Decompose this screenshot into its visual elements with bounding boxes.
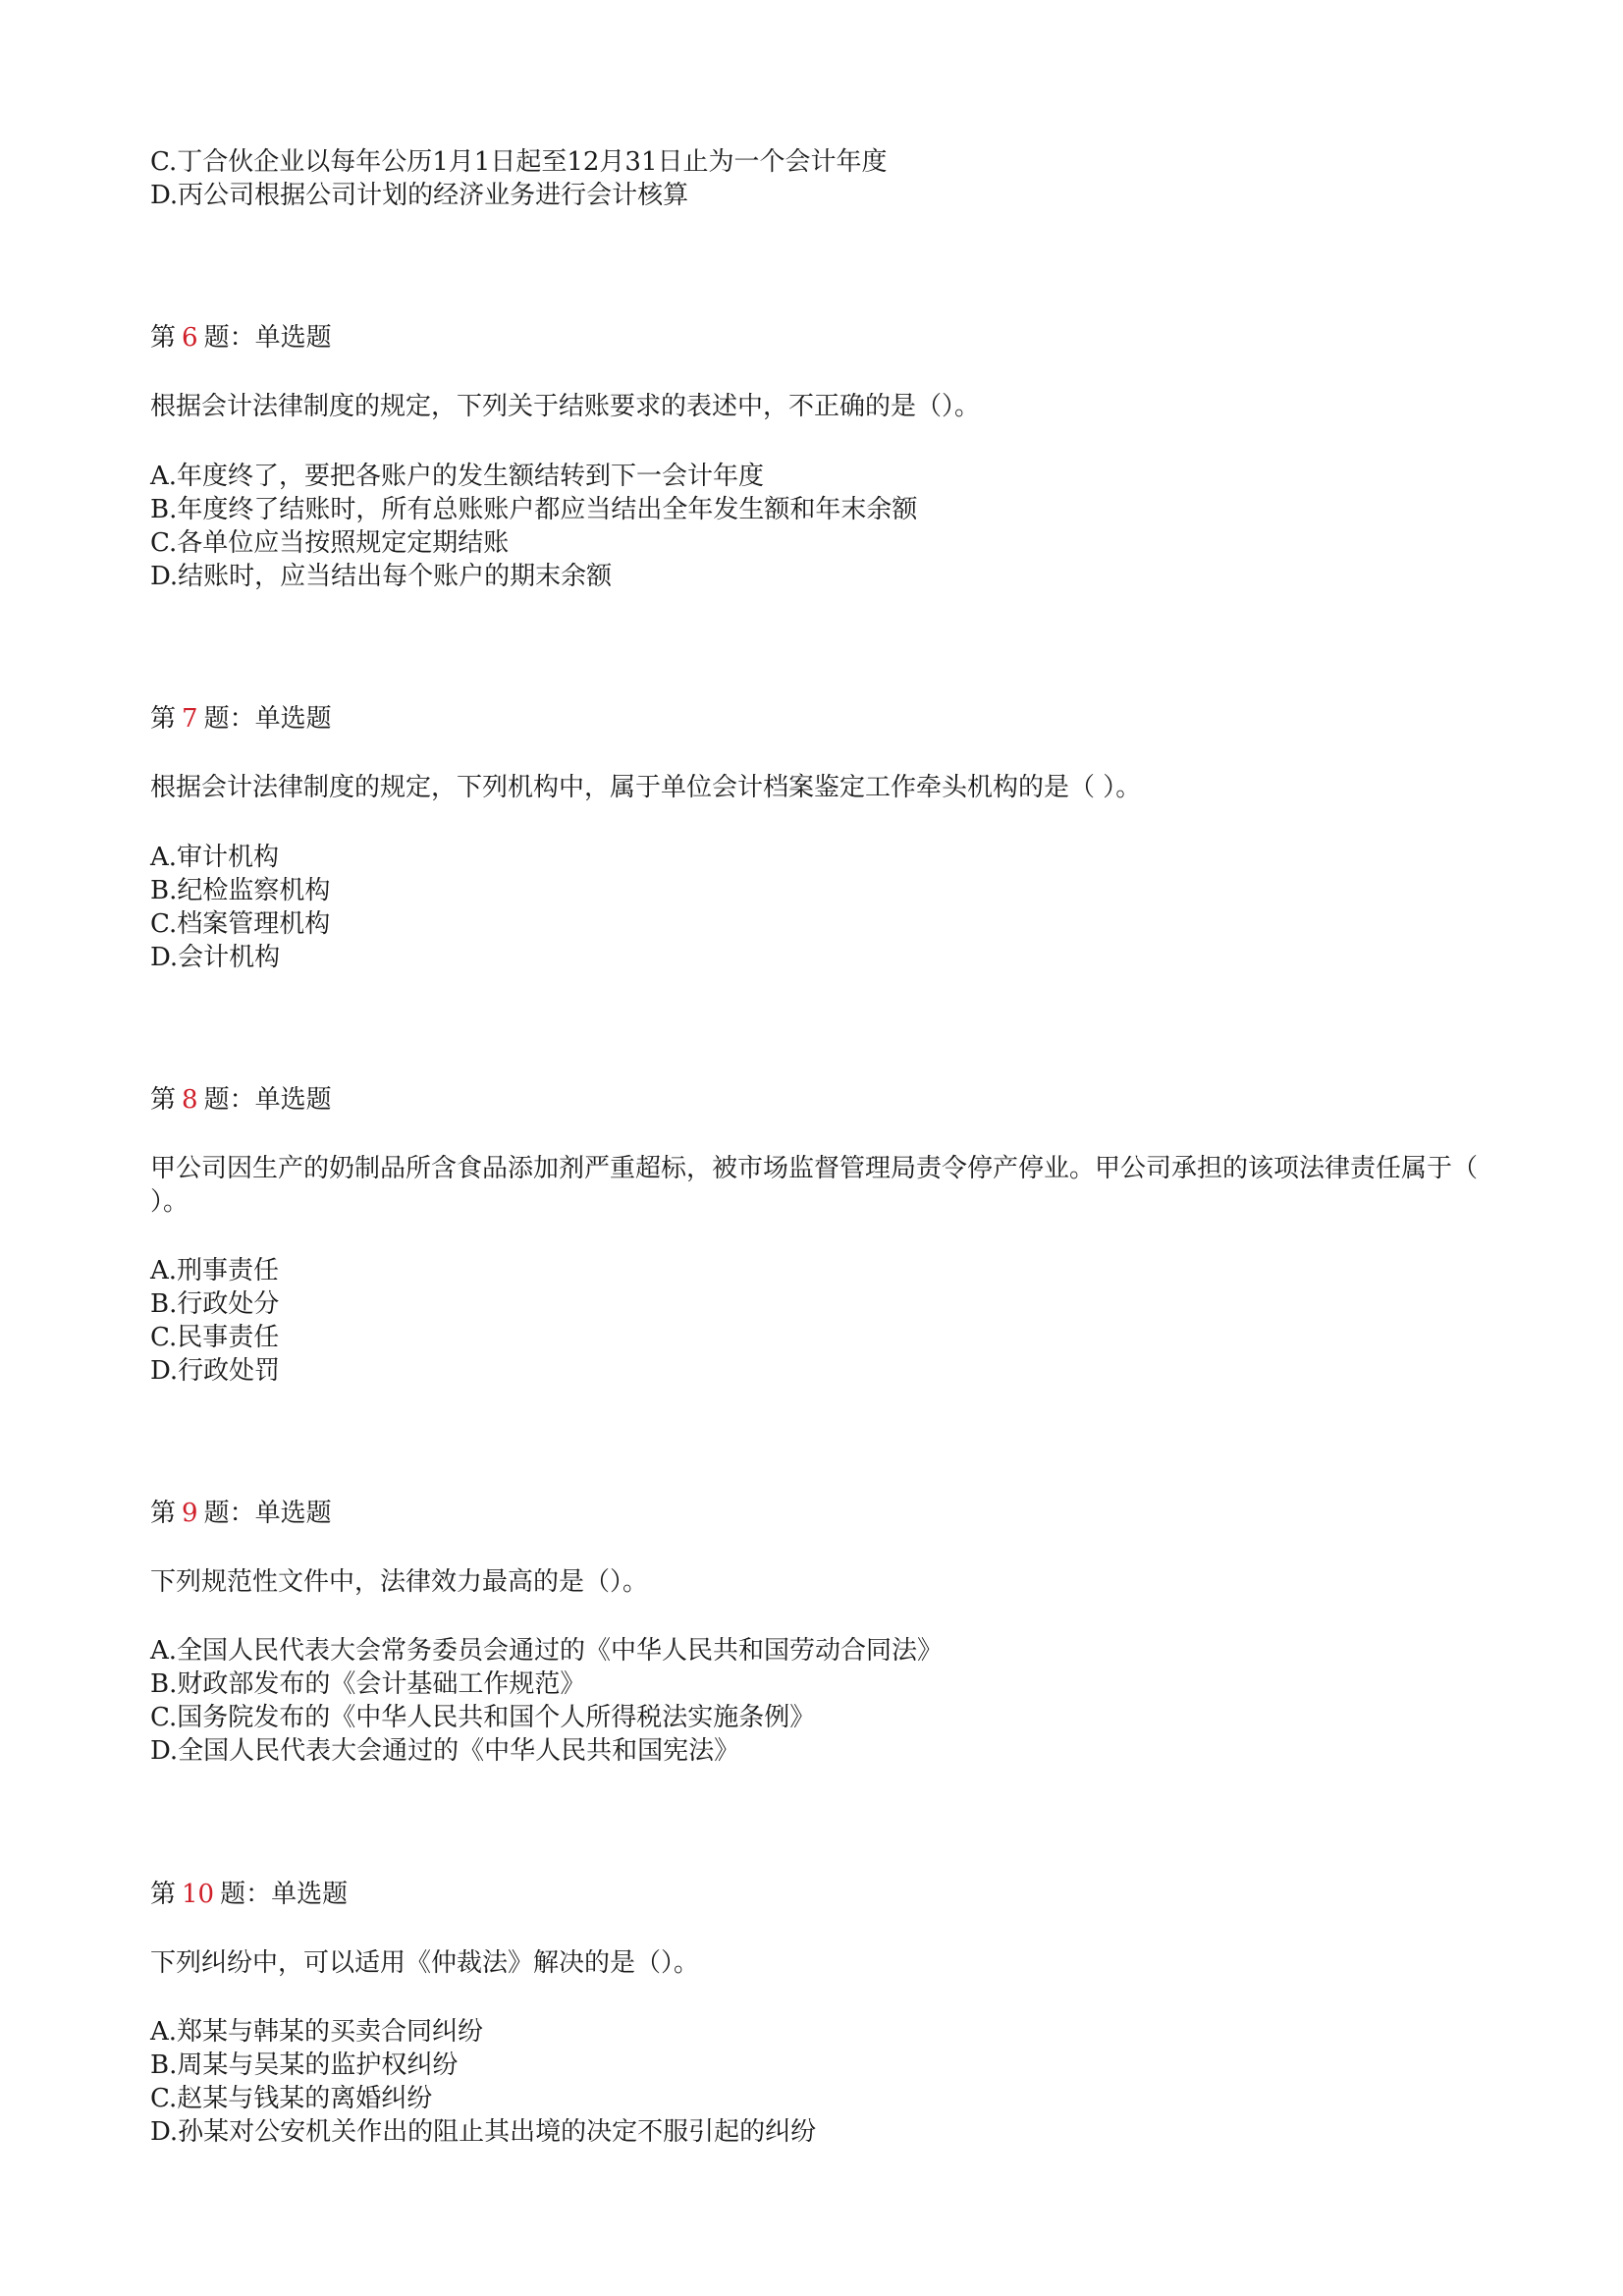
question-number: 10 xyxy=(182,1880,215,1909)
question-type: 题：单选题 xyxy=(203,323,332,353)
option-c: C.国务院发布的《中华人民共和国个人所得税法实施条例》 xyxy=(150,1703,816,1732)
options-6 xyxy=(150,460,1486,593)
question-prefix: 第 xyxy=(150,1880,177,1909)
question-prefix: 第 xyxy=(150,704,177,734)
question-number: 8 xyxy=(182,1085,198,1115)
option-b: B.行政处分 xyxy=(150,1289,280,1319)
question-number: 6 xyxy=(182,323,198,353)
question-stem-9: 下列规范性文件中，法律效力最高的是（）。 xyxy=(150,1567,649,1597)
option-b: B.年度终了结账时，所有总账账户都应当结出全年发生额和年末余额 xyxy=(150,495,918,524)
option-c: C.各单位应当按照规定定期结账 xyxy=(150,528,510,558)
question-number: 9 xyxy=(182,1499,198,1528)
question-header-7 xyxy=(150,702,332,736)
option-d: D.全国人民代表大会通过的《中华人民共和国宪法》 xyxy=(150,1736,740,1766)
option-d: D.结账时，应当结出每个账户的期末余额 xyxy=(150,562,613,591)
options-8 xyxy=(150,1254,1486,1388)
question-stem-8: 甲公司因生产的奶制品所含食品添加剂严重超标，被市场监督管理局责令停产停业。甲公司承担的该项法律责任属于（ ）。 xyxy=(150,1154,1479,1217)
question-type: 题：单选题 xyxy=(203,1085,332,1115)
question-prefix: 第 xyxy=(150,323,177,353)
option-b: B.纪检监察机构 xyxy=(150,876,331,905)
question-header-6 xyxy=(150,321,332,355)
option-c: C.民事责任 xyxy=(150,1323,280,1352)
option-c: C.丁合伙企业以每年公历1月1日起至12月31日止为一个会计年度 xyxy=(150,147,888,177)
option-d: D.行政处罚 xyxy=(150,1356,281,1386)
question-type: 题：单选题 xyxy=(203,704,332,734)
question-header-8 xyxy=(150,1083,332,1117)
question-stem-6: 根据会计法律制度的规定，下列关于结账要求的表述中，不正确的是（）。 xyxy=(150,392,981,421)
question-prefix: 第 xyxy=(150,1499,177,1528)
question-number: 7 xyxy=(182,704,198,734)
option-c: C.赵某与钱某的离婚纠纷 xyxy=(150,2084,433,2113)
option-d: D.会计机构 xyxy=(150,943,281,972)
question-type: 题：单选题 xyxy=(220,1880,349,1909)
question-type: 题：单选题 xyxy=(203,1499,332,1528)
options-10 xyxy=(150,2015,1486,2149)
leading-options xyxy=(150,145,1486,212)
option-c: C.档案管理机构 xyxy=(150,909,331,939)
question-stem-7: 根据会计法律制度的规定，下列机构中，属于单位会计档案鉴定工作牵头机构的是（ ）。 xyxy=(150,773,1142,802)
option-b: B.周某与吴某的监护权纠纷 xyxy=(150,2050,459,2080)
option-a: A.年度终了，要把各账户的发生额结转到下一会计年度 xyxy=(150,462,765,491)
options-7 xyxy=(150,841,1486,974)
option-a: A.郑某与韩某的买卖合同纠纷 xyxy=(150,2017,484,2047)
question-prefix: 第 xyxy=(150,1085,177,1115)
options-9 xyxy=(150,1634,1486,1768)
option-a: A.刑事责任 xyxy=(150,1256,280,1285)
option-a: A.全国人民代表大会常务委员会通过的《中华人民共和国劳动合同法》 xyxy=(150,1636,944,1666)
option-b: B.财政部发布的《会计基础工作规范》 xyxy=(150,1669,586,1699)
question-header-9 xyxy=(150,1497,332,1530)
question-stem-10: 下列纠纷中，可以适用《仲裁法》解决的是（）。 xyxy=(150,1948,700,1978)
option-d: D.孙某对公安机关作出的阻止其出境的决定不服引起的纠纷 xyxy=(150,2117,817,2147)
option-a: A.审计机构 xyxy=(150,843,280,872)
option-d: D.丙公司根据公司计划的经济业务进行会计核算 xyxy=(150,181,689,210)
question-header-10 xyxy=(150,1878,348,1911)
